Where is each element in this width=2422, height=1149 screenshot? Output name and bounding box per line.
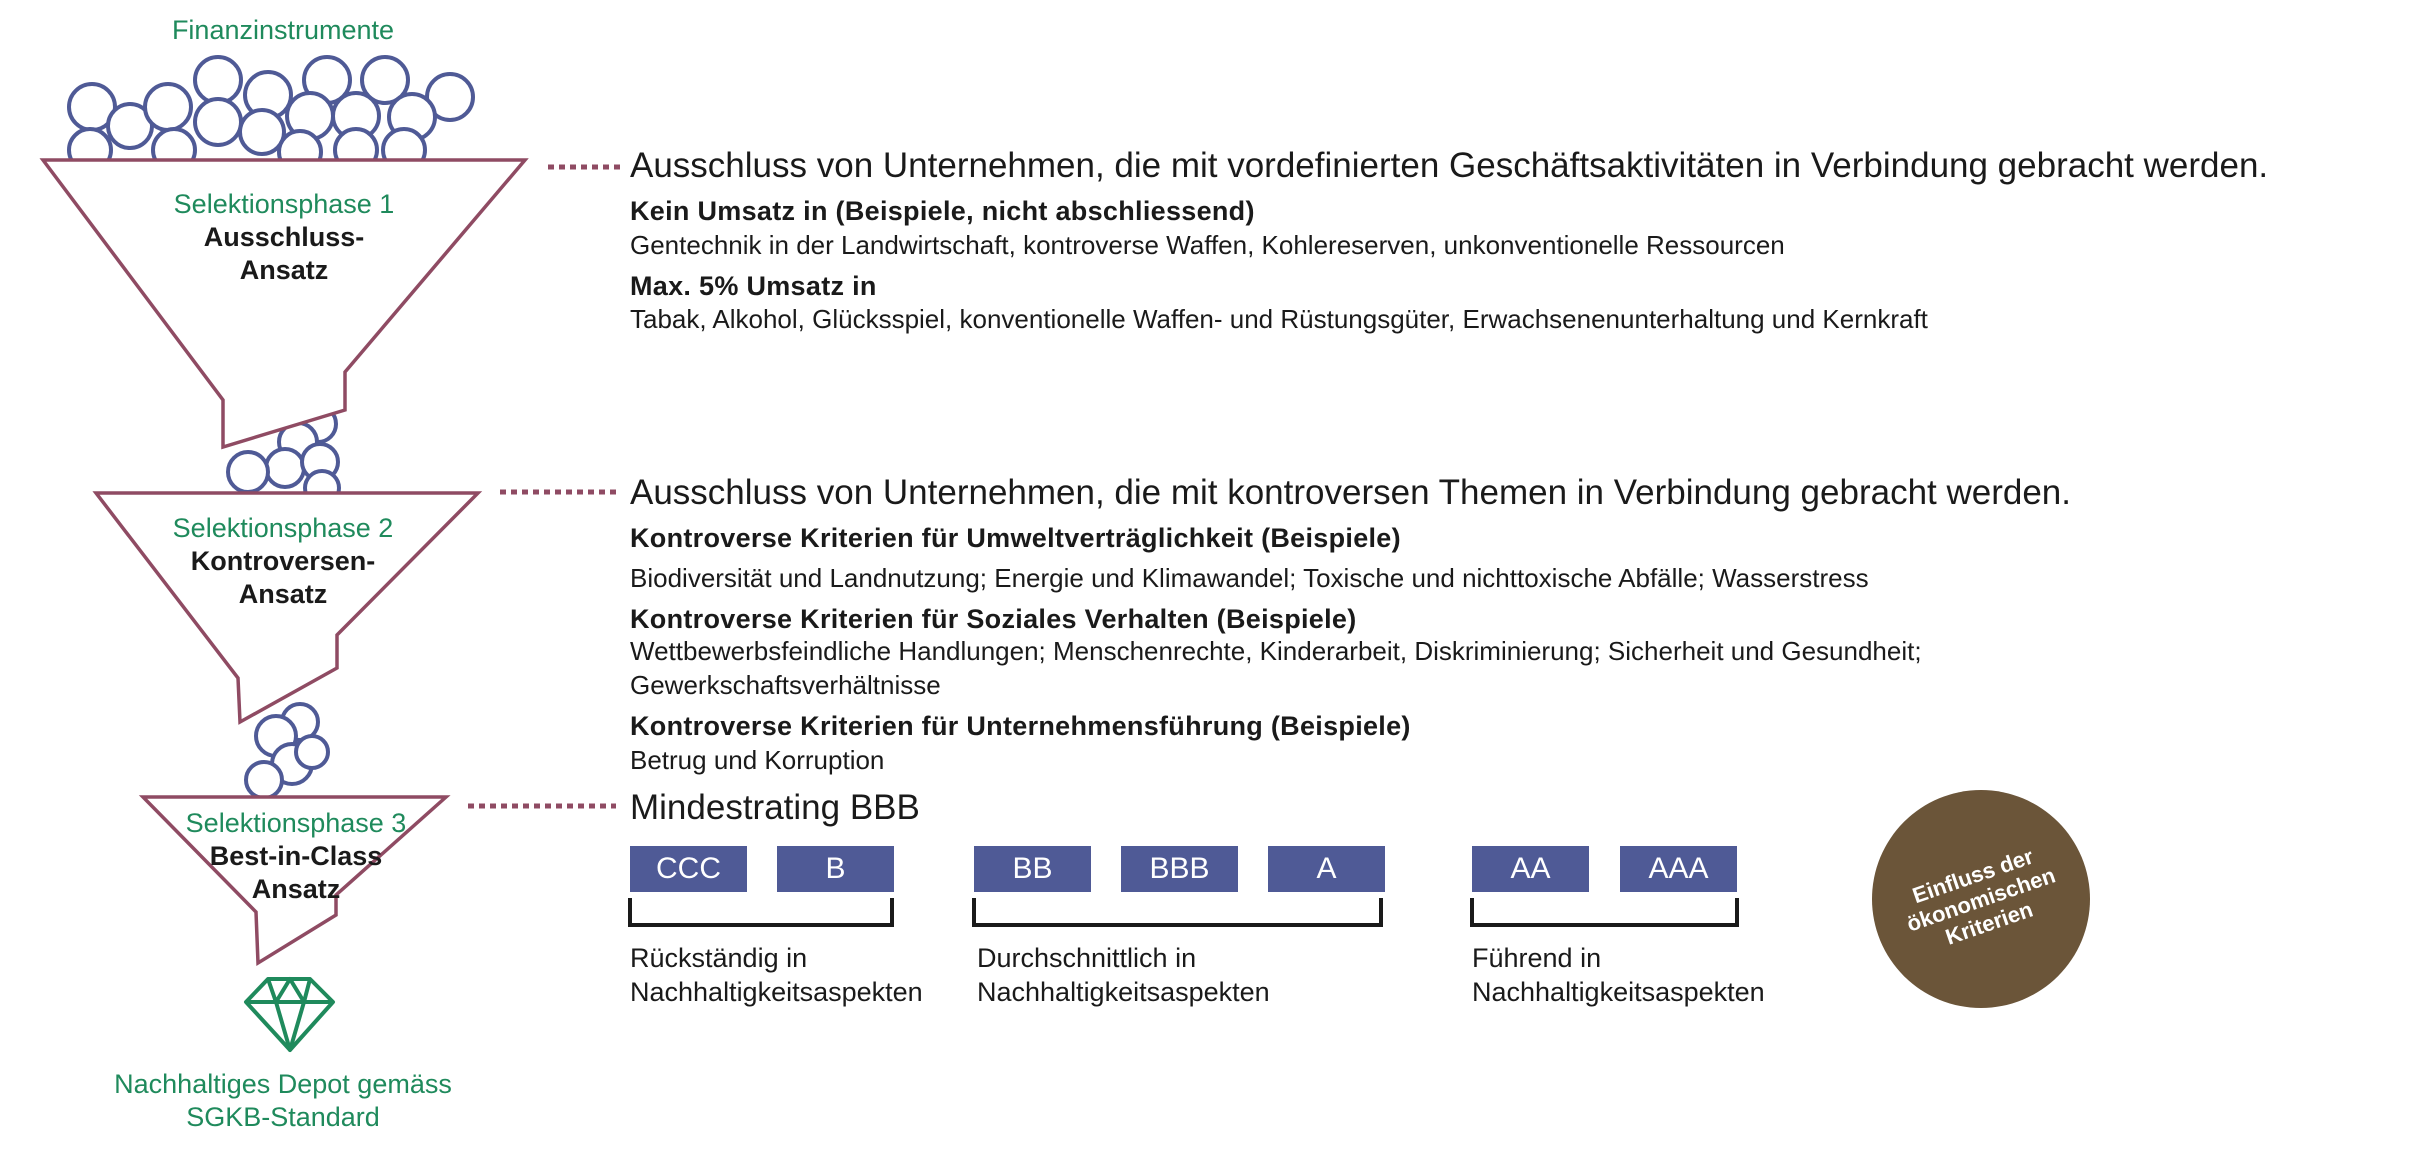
stage-1-criterion-1-title: Kein Umsatz in (Beispiele, nicht abschliessend) [630, 196, 1255, 226]
result-label-line1: Nachhaltiges Depot gemäss [114, 1069, 452, 1099]
economic-criteria-badge [1872, 790, 2090, 1008]
instrument-ball [240, 110, 284, 154]
instrument-ball [195, 57, 241, 103]
result-label-line2: SGKB-Standard [186, 1102, 380, 1132]
stage-2-label [133, 512, 433, 611]
stage-2-criterion-2-text-cont: Gewerkschaftsverhältnisse [630, 670, 941, 700]
connector-lines [468, 167, 622, 806]
instrument-ball [246, 762, 282, 798]
stage-2-criterion-2-title: Kontroverse Kriterien für Soziales Verhalten (Beispiele) [630, 604, 1357, 634]
stage-3-name-line2: Ansatz [251, 874, 341, 904]
bracket-average [974, 898, 1381, 925]
instrument-ball [195, 99, 241, 145]
group-average-line1: Durchschnittlich in [977, 943, 1197, 973]
stage-2-heading: Ausschluss von Unternehmen, die mit kontroversen Themen in Verbindung gebracht werden. [630, 473, 2071, 512]
instrument-ball [266, 449, 304, 487]
stage-2-criterion-3-text: Betrug und Korruption [630, 745, 885, 775]
instrument-ball [228, 452, 268, 492]
financial-instruments-label: Finanzinstrumente [171, 15, 395, 45]
group-lagging-label [630, 941, 923, 1009]
bracket-leading [1472, 898, 1737, 925]
stage-2-phase: Selektionsphase 2 [172, 513, 394, 543]
rating-bbb: BBB [1121, 846, 1238, 892]
rating-brackets [630, 898, 1737, 925]
instrument-ball [145, 84, 191, 130]
stage-2-name-line1: Kontroversen- [190, 546, 376, 576]
rating-bb: BB [974, 846, 1091, 892]
stage-3-phase: Selektionsphase 3 [185, 808, 407, 838]
bracket-lagging [630, 898, 892, 925]
group-average-line2: Nachhaltigkeitsaspekten [977, 977, 1270, 1007]
rating-ccc: CCC [630, 846, 747, 892]
instrument-ball [296, 736, 328, 768]
stage-2-criterion-1-title: Kontroverse Kriterien für Umweltverträglichkeit (Beispiele) [630, 523, 1401, 553]
rating-a: A [1268, 846, 1385, 892]
rating-aa: AA [1472, 846, 1589, 892]
stage-1-heading: Ausschluss von Unternehmen, die mit vordefinierten Geschäftsaktivitäten in Verbindung gebracht werden. [630, 146, 2269, 185]
group-leading-line1: Führend in [1472, 943, 1602, 973]
stage-2-criterion-1-text: Biodiversität und Landnutzung; Energie und Klimawandel; Toxische und nichttoxische Abfälle; Wasserstress [630, 563, 1869, 593]
stage-1-name-line1: Ausschluss- [203, 222, 365, 252]
stage-1-name-line2: Ansatz [239, 255, 329, 285]
stage-1-label [134, 188, 434, 287]
diamond-icon [246, 979, 333, 1050]
rating-aaa: AAA [1620, 846, 1737, 892]
group-lagging-line2: Nachhaltigkeitsaspekten [630, 977, 923, 1007]
stage-1-criterion-1-text: Gentechnik in der Landwirtschaft, kontroverse Waffen, Kohlereserven, unkonventionelle Ressourcen [630, 230, 1785, 260]
rating-b: B [777, 846, 894, 892]
stage-1-criterion-2-text: Tabak, Alkohol, Glücksspiel, konventionelle Waffen- und Rüstungsgüter, Erwachsenenunterhaltung und Kernkraft [630, 304, 1928, 334]
stage-1-criterion-2-title: Max. 5% Umsatz in [630, 271, 877, 301]
group-leading-line2: Nachhaltigkeitsaspekten [1472, 977, 1765, 1007]
result-label [0, 1068, 566, 1134]
stage-2-criterion-2-text: Wettbewerbsfeindliche Handlungen; Menschenrechte, Kinderarbeit, Diskriminierung; Sicherheit und Gesundheit; [630, 636, 1922, 666]
stage-1-phase: Selektionsphase 1 [173, 189, 395, 219]
stage-3-heading: Mindestrating BBB [630, 788, 920, 827]
stage-3-name-line1: Best-in-Class [209, 841, 383, 871]
stage-2-name-line2: Ansatz [238, 579, 328, 609]
group-average-label [977, 941, 1270, 1009]
group-leading-label [1472, 941, 1765, 1009]
group-lagging-line1: Rückständig in [630, 943, 808, 973]
stage-3-label [146, 807, 446, 906]
economic-criteria-badge-text: Einfluss der ökonomischen Kriterien [1903, 843, 2059, 950]
stage-2-criterion-3-title: Kontroverse Kriterien für Unternehmensführung (Beispiele) [630, 711, 1411, 741]
